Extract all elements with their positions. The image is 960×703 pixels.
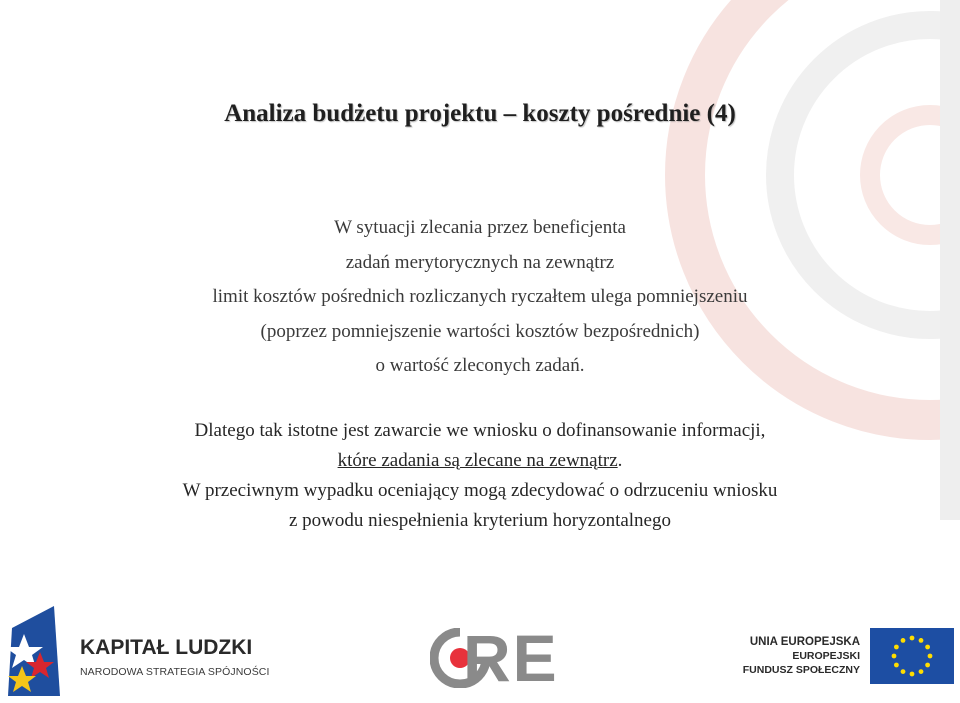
slide-title: Analiza budżetu projektu – koszty pośrednie (4) — [224, 100, 736, 127]
kapital-ludzki-name: KAPITAŁ LUDZKI — [80, 636, 253, 659]
eu-flag-icon — [870, 628, 954, 684]
paragraph-indirect-costs — [0, 211, 960, 384]
paragraph-importance — [0, 416, 960, 536]
kapital-ludzki-emblem-icon — [2, 600, 72, 700]
paragraph-line: (poprzez pomniejszenie wartości kosztów bezpośrednich) — [260, 320, 700, 342]
paragraph-line: z powodu niespełnienia kryterium horyzontalnego — [288, 510, 671, 531]
paragraph-line: W sytuacji zlecania przez beneficjenta — [334, 217, 626, 238]
kapital-ludzki-subtitle: NARODOWA STRATEGIA SPÓJNOŚCI — [80, 666, 270, 678]
paragraph-line: zadań merytorycznych na zewnątrz — [345, 251, 615, 273]
eu-line-european: EUROPEJSKI — [792, 650, 860, 662]
eu-text — [700, 635, 860, 677]
ore-logo-text: RE — [463, 621, 559, 695]
period: . — [617, 450, 623, 471]
paragraph-line: limit kosztów pośrednich rozliczanych ryczałtem ulega pomniejszeniu — [212, 286, 748, 307]
footer-logos — [0, 596, 960, 703]
paragraph-line: Dlatego tak istotne jest zawarcie we wniosku o dofinansowanie informacji, — [194, 420, 766, 441]
paragraph-line: W przeciwnym wypadku oceniający mogą zdecydować o odrzuceniu wniosku — [182, 480, 778, 501]
paragraph-line: o wartość zleconych zadań. — [375, 355, 585, 376]
paragraph-line-underlined — [0, 446, 960, 476]
underlined-text: które zadania są zlecane na zewnątrz — [337, 450, 618, 471]
eu-line-social-fund: FUNDUSZ SPOŁECZNY — [742, 664, 860, 676]
eu-line-union: UNIA EUROPEJSKA — [749, 636, 860, 648]
